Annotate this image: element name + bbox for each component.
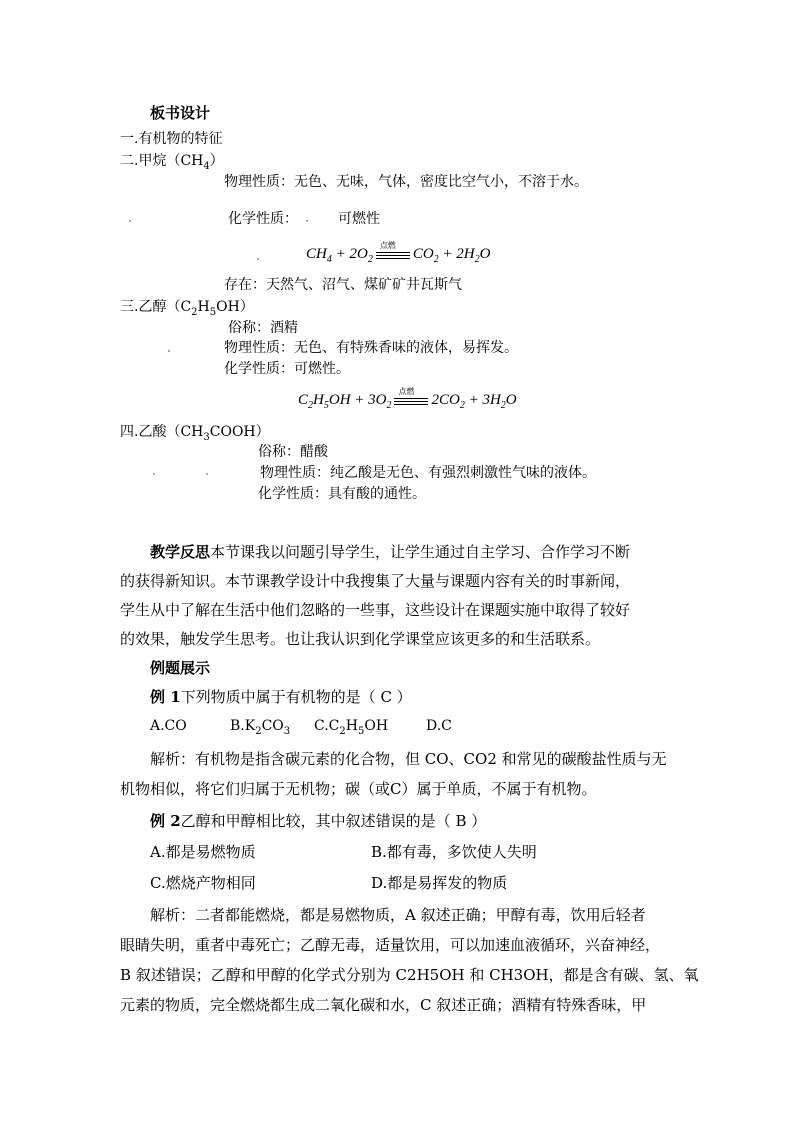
example-1-option-b: $B.K_2CO_3$ <box>230 718 291 737</box>
acid-chemical: 化学性质：具有酸的通性。 <box>258 486 426 502</box>
methane-physical: 物理性质：无色、无味，气体，密度比空气小，不溶于水。 <box>224 174 588 190</box>
board-title: 板书设计 <box>150 104 211 122</box>
example-1-option-d: D.C <box>426 718 452 734</box>
section-ethanol: 三.乙醇$(C_2H_5OH)$ <box>120 299 254 318</box>
scan-dot <box>257 258 259 260</box>
example-1-explanation-1: 解析：有机物是指含碳元素的化合物，但 CO、CO2 和常见的碳酸盐性质与无 <box>150 750 667 768</box>
methane-combustion-equation: $CH_4 + 2O_2$ 点燃 $CO_2 + 2H_2O$ <box>306 240 491 265</box>
reflection-line-1: 教学反思本节课我以问题引导学生，让学生通过自主学习、合作学习不断 <box>150 543 631 561</box>
acid-alias: 俗称：醋酸 <box>258 444 328 460</box>
acid-physical: 物理性质：纯乙酸是无色、有强烈刺激性气味的液体。 <box>260 465 596 481</box>
scan-dot <box>168 350 170 352</box>
example-2-explanation-2: 眼睛失明，重者中毒死亡；乙醇无毒，适量饮用，可以加速血液循环，兴奋神经， <box>120 936 661 954</box>
example-2-explanation-1: 解析：二者都能燃烧，都是易燃物质，A 叙述正确；甲醇有毒，饮用后轻者 <box>150 906 646 924</box>
example-1-option-c: $C.C_2H_5OH$ <box>314 718 389 737</box>
ethanol-physical: 物理性质：无色、有特殊香味的液体，易挥发。 <box>224 340 518 356</box>
section-organic-features: 一.有机物的特征 <box>120 131 223 147</box>
example-1-question: 例 1下列物质中属于有机物的是（ C ） <box>150 688 412 706</box>
example-2-explanation-4: 元素的物质，完全燃烧都生成二氧化碳和水，C 叙述正确；酒精有特殊香味，甲 <box>120 996 647 1014</box>
ethanol-combustion-equation: $C_2H_5OH + 3O_2$ 点燃 $2CO_2 + 3H_2O$ <box>298 386 517 411</box>
example-2-question: 例 2乙醇和甲醇相比较，其中叙述错误的是（ B ） <box>150 812 487 830</box>
example-2-option-b: B.都有毒，多饮使人失明 <box>371 843 537 861</box>
example-2-option-d: D.都是易挥发的物质 <box>371 874 508 892</box>
example-1-explanation-2: 机物相似，将它们归属于无机物；碳（或C）属于单质，不属于有机物。 <box>120 780 597 798</box>
examples-title: 例题展示 <box>150 659 211 677</box>
example-2-option-c: C.燃烧产物相同 <box>150 874 256 892</box>
methane-chemical-value: 可燃性 <box>338 211 380 227</box>
scan-dot <box>129 220 131 222</box>
reflection-line-3: 学生从中了解在生活中他们忽略的一些事，这些设计在课题实施中取得了较好 <box>120 601 631 619</box>
ethanol-alias: 俗称：酒精 <box>228 320 298 336</box>
section-acetic-acid: 四.乙酸$(CH_3COOH)$ <box>120 424 270 443</box>
example-2-option-a: A.都是易燃物质 <box>150 843 256 861</box>
example-1-option-a: A.CO <box>150 718 187 734</box>
section-methane: 二.甲烷$(CH_4)$ <box>120 153 224 172</box>
methane-occurrence: 存在：天然气、沼气、煤矿矿井瓦斯气 <box>224 277 462 293</box>
scan-dot <box>153 473 155 475</box>
methane-chemical-label: 化学性质： <box>228 211 298 227</box>
reflection-line-2: 的获得新知识。本节课教学设计中我搜集了大量与课题内容有关的时事新闻， <box>120 572 631 590</box>
reflection-line-4: 的效果，触发学生思考。也让我认识到化学课堂应该更多的和生活联系。 <box>120 630 601 648</box>
example-2-explanation-3: B 叙述错误；乙醇和甲醇的化学式分别为 C2H5OH 和 CH3OH，都是含有碳、氢、氧 <box>120 966 699 984</box>
ethanol-chemical: 化学性质：可燃性。 <box>224 361 350 377</box>
scan-dot <box>306 220 308 222</box>
scan-dot <box>206 473 208 475</box>
